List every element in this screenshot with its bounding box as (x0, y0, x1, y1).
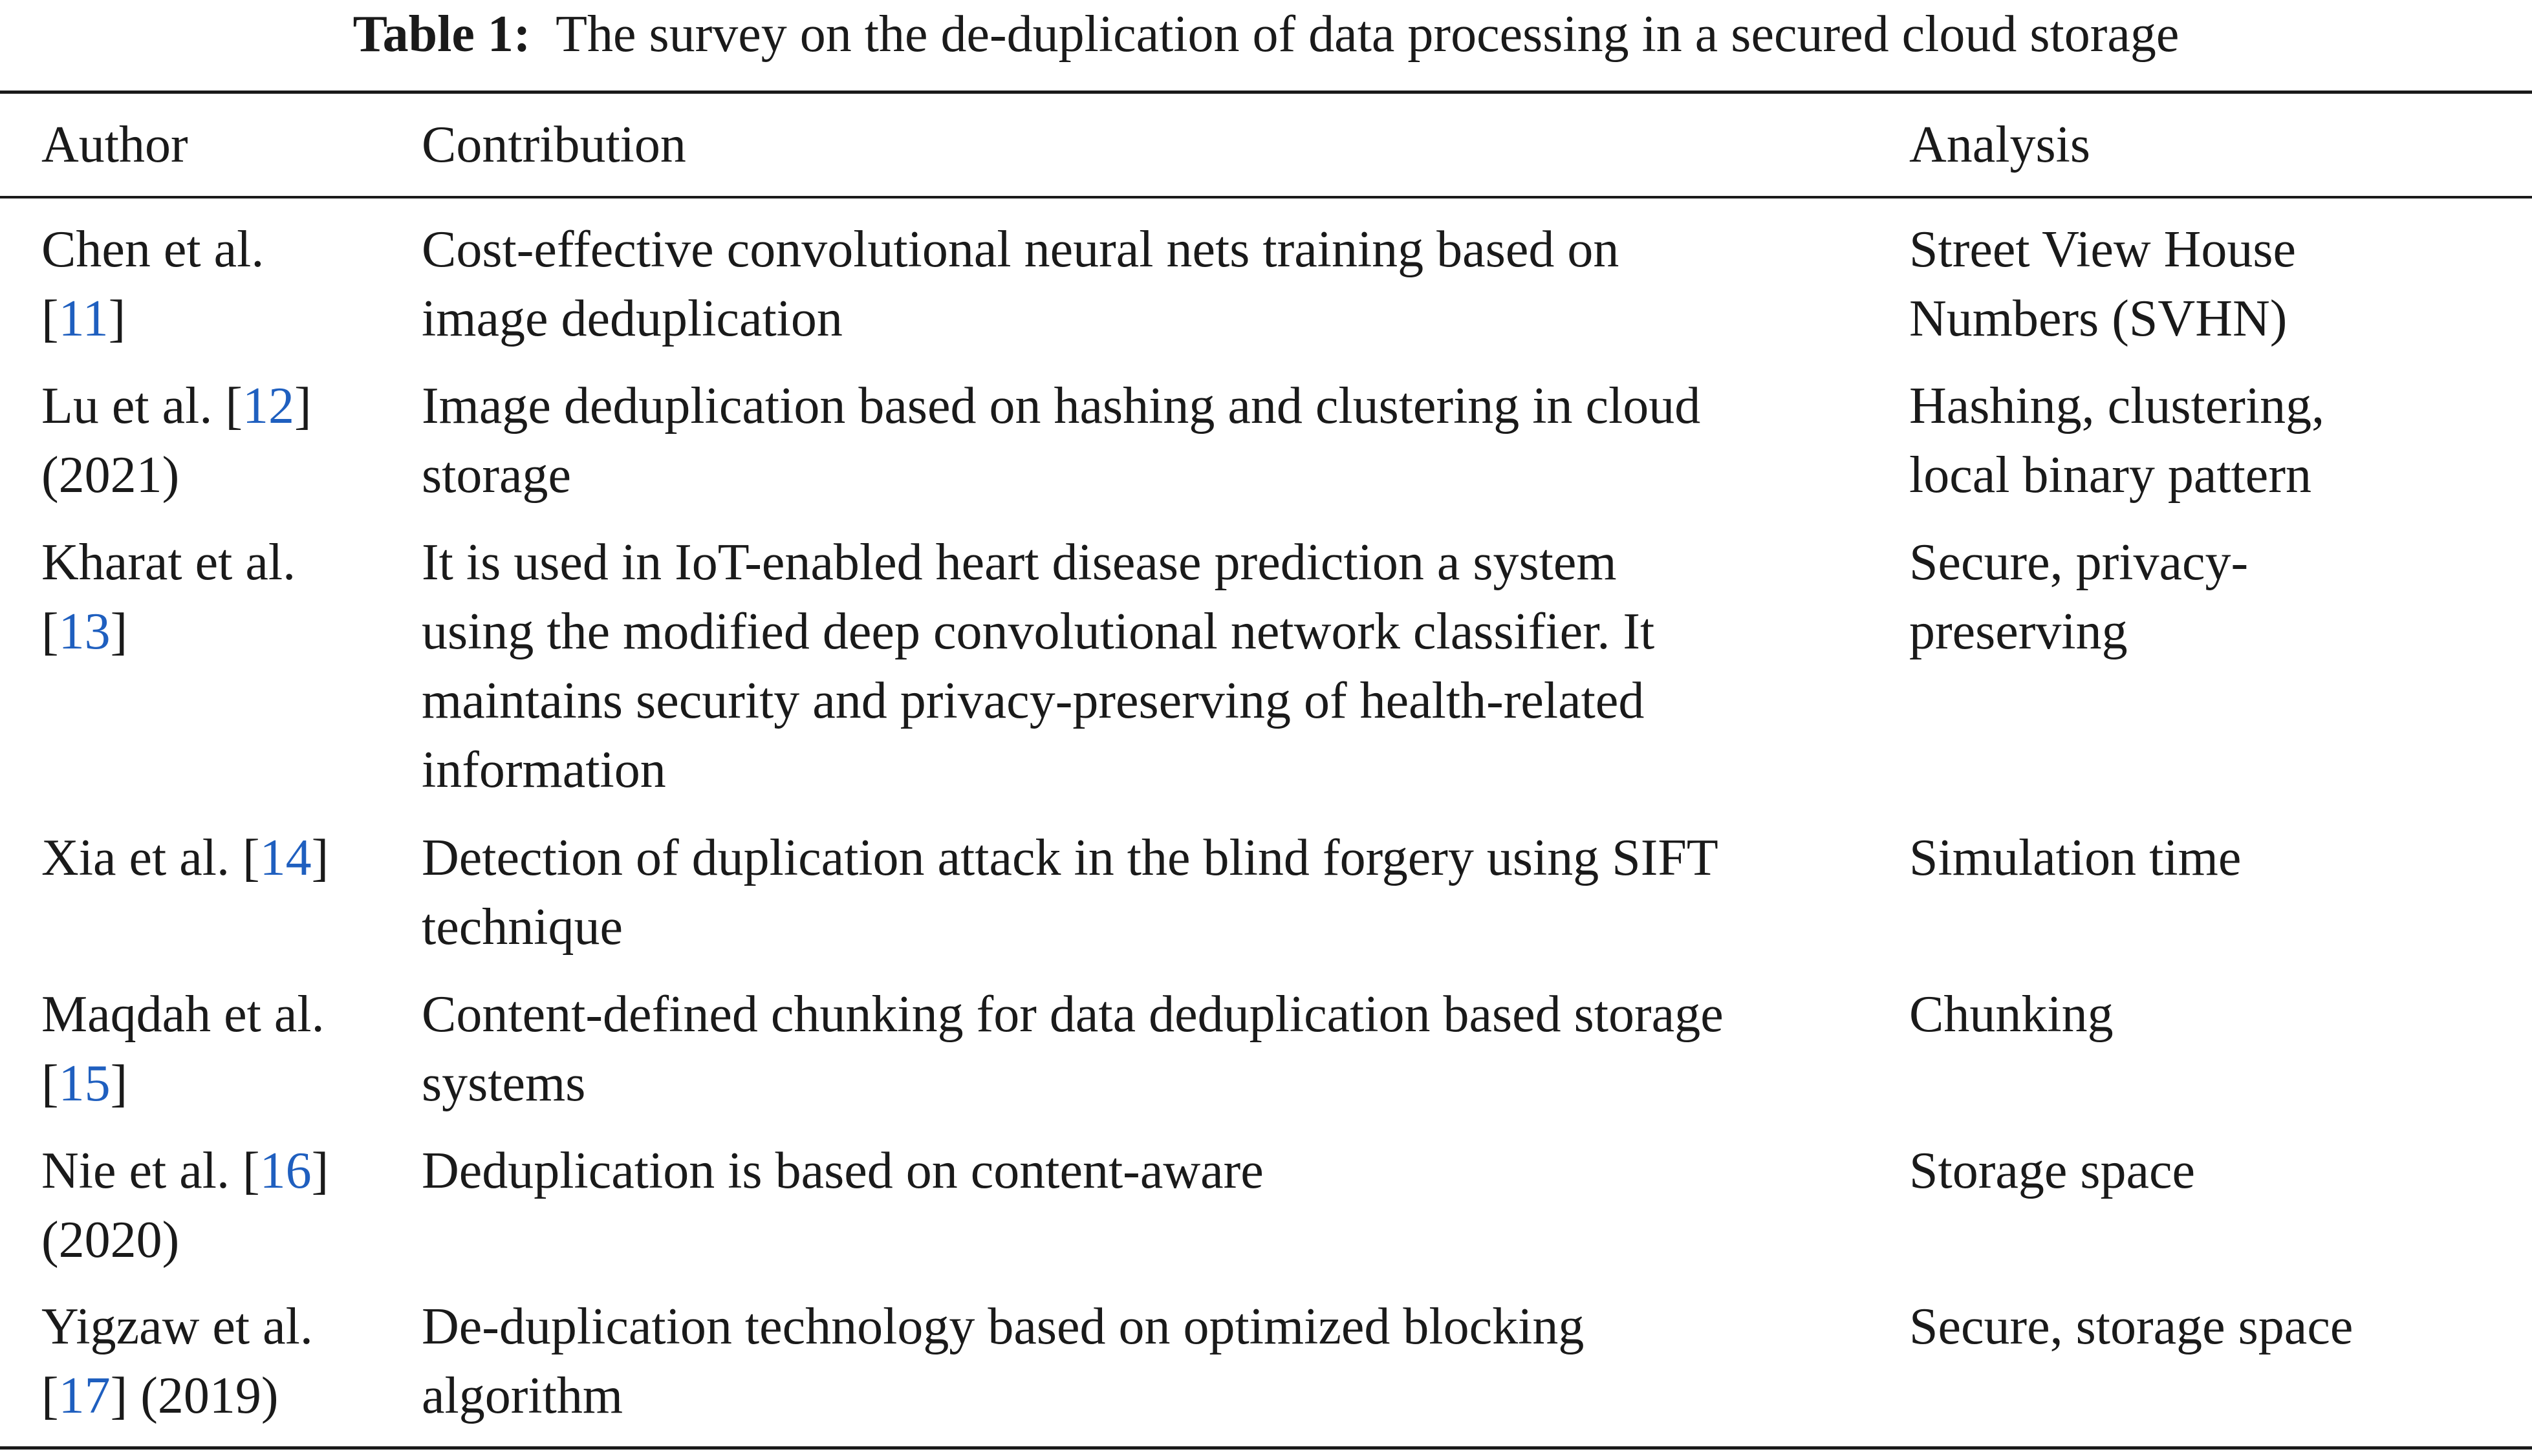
row-2-analysis (1909, 372, 2324, 510)
row-4-ref-link[interactable]: 14 (259, 830, 312, 886)
row-5-analysis (1909, 980, 2114, 1049)
row-2-contribution-line-1: Image deduplication based on hashing and clustering in cloud (422, 378, 1701, 434)
table-caption-label: Table 1: (352, 6, 531, 63)
row-7-contribution-line-1: De-duplication technology based on optimized blocking (422, 1298, 1585, 1355)
row-1-contribution-line-1: Cost-effective convolutional neural nets training based on (422, 221, 1619, 278)
row-1-analysis-line-2: Numbers (SVHN) (1909, 290, 2288, 347)
row-3-contribution-line-1: It is used in IoT-enabled heart disease prediction a system (422, 534, 1617, 591)
row-3-author: Kharat et al. [13] (41, 534, 296, 660)
row-3-analysis-line-1: Secure, privacy- (1909, 534, 2249, 591)
row-6-ref-link[interactable]: 16 (259, 1142, 312, 1199)
row-3-author-name: Kharat et al. (41, 534, 296, 591)
table-bottom-rule (0, 1446, 2532, 1450)
row-3-analysis-line-2: preserving (1909, 603, 2128, 660)
row-2-author-name: Lu et al. (41, 378, 213, 434)
row-1-analysis-line-1: Street View House (1909, 221, 2297, 278)
row-6-contribution (422, 1137, 1264, 1206)
row-2-analysis-line-1: Hashing, clustering, (1909, 378, 2325, 434)
row-6-author-year: (2020) (41, 1212, 180, 1269)
row-3-contribution (422, 528, 1654, 805)
row-7-author-year: (2019) (140, 1367, 279, 1424)
row-2-author: Lu et al. [12] (2021) (41, 372, 312, 510)
header-analysis: Analysis (1909, 116, 2090, 173)
row-7-contribution-line-2: algorithm (422, 1367, 623, 1424)
row-3-ref-link[interactable]: 13 (58, 603, 111, 660)
row-5-author: Maqdah et al. [15] (41, 986, 325, 1112)
row-1-contribution (422, 215, 1619, 354)
row-4-analysis (1909, 824, 2241, 893)
row-1-contribution-line-2: image deduplication (422, 290, 843, 347)
row-6-analysis (1909, 1137, 2195, 1206)
row-7-author: Yigzaw et al. [17] (2019) (41, 1298, 313, 1424)
row-1-author-name: Chen et al. (41, 221, 265, 278)
row-3-contribution-line-4: information (422, 742, 666, 798)
row-4-contribution-line-2: technique (422, 899, 623, 956)
header-contribution: Contribution (422, 116, 686, 173)
table-top-rule (0, 91, 2532, 94)
row-4-contribution (422, 824, 1718, 962)
row-6-author-name: Nie et al. (41, 1142, 230, 1199)
row-1-analysis (1909, 215, 2296, 354)
row-2-contribution (422, 372, 1700, 510)
row-5-contribution-line-2: systems (422, 1055, 586, 1112)
row-6-author: Nie et al. [16] (2020) (41, 1137, 329, 1275)
row-2-author-year: (2021) (41, 447, 180, 504)
row-4-contribution-line-1: Detection of duplication attack in the blind forgery using SIFT (422, 830, 1718, 886)
row-5-author-name: Maqdah et al. (41, 986, 325, 1043)
row-2-ref-link[interactable]: 12 (242, 378, 294, 434)
row-5-ref-link[interactable]: 15 (58, 1055, 111, 1112)
row-1-author: Chen et al. [11] (41, 221, 265, 347)
header-author: Author (41, 116, 188, 173)
row-5-analysis-line-1: Chunking (1909, 986, 2114, 1043)
row-5-contribution-line-1: Content-defined chunking for data deduplication based storage (422, 986, 1724, 1043)
row-4-author-name: Xia et al. (41, 830, 230, 886)
row-6-analysis-line-1: Storage space (1909, 1142, 2196, 1199)
row-4-analysis-line-1: Simulation time (1909, 830, 2242, 886)
table-caption-text: The survey on the de-duplication of data processing in a secured cloud storage (556, 6, 2180, 63)
table-caption (0, 5, 2532, 63)
row-2-contribution-line-2: storage (422, 447, 572, 504)
row-3-contribution-line-2: using the modified deep convolutional network classifier. It (422, 603, 1655, 660)
row-2-analysis-line-2: local binary pattern (1909, 447, 2311, 504)
row-7-ref-link[interactable]: 17 (58, 1367, 111, 1424)
row-7-contribution (422, 1292, 1584, 1431)
row-1-ref-link[interactable]: 11 (58, 290, 109, 347)
row-6-contribution-line-1: Deduplication is based on content-aware (422, 1142, 1264, 1199)
row-3-contribution-line-3: maintains security and privacy-preserving of health-related (422, 672, 1645, 729)
row-4-author: Xia et al. [14] (41, 830, 329, 886)
row-3-analysis (1909, 528, 2248, 667)
row-7-analysis-line-1: Secure, storage space (1909, 1298, 2353, 1355)
row-7-author-name: Yigzaw et al. (41, 1298, 313, 1355)
table-header-rule (0, 196, 2532, 198)
row-7-analysis (1909, 1292, 2353, 1362)
row-5-contribution (422, 980, 1724, 1119)
